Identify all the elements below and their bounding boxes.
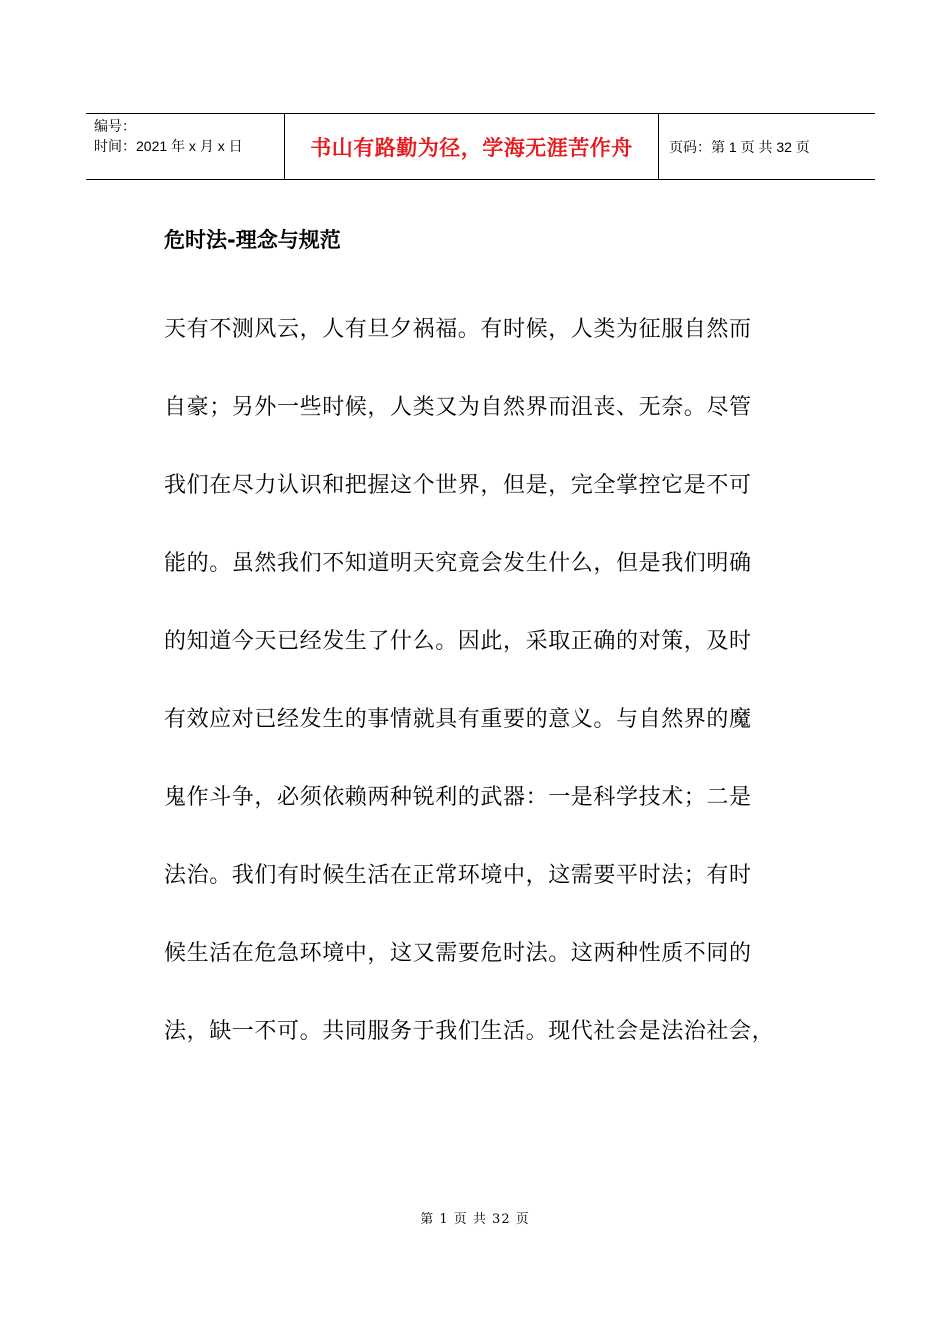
number-label: 编号： bbox=[94, 118, 136, 134]
document-header bbox=[86, 113, 875, 180]
header-meta bbox=[86, 114, 285, 179]
body-line: 法治。我们有时候生活在正常环境中，这需要平时法；有时 bbox=[164, 863, 752, 888]
body-line: 法，缺一不可。共同服务于我们生活。现代社会是法治社会， bbox=[164, 1019, 775, 1044]
document-title: 危时法-理念与规范 bbox=[164, 228, 341, 252]
time-label: 时间：2021 年 x 月 x 日 bbox=[94, 138, 243, 154]
page-footer: 第 1 页 共 32 页 bbox=[420, 1212, 530, 1227]
body-line: 能的。虽然我们不知道明天究竟会发生什么，但是我们明确 bbox=[164, 551, 752, 576]
header-page-info: 页码：第 1 页 共 32 页 bbox=[669, 138, 810, 155]
body-line: 的知道今天已经发生了什么。因此，采取正确的对策，及时 bbox=[164, 629, 752, 654]
document-body bbox=[164, 310, 804, 1090]
header-slogan: 书山有路勤为径，学海无涯苦作舟 bbox=[285, 114, 659, 179]
body-line: 鬼作斗争，必须依赖两种锐利的武器：一是科学技术；二是 bbox=[164, 785, 752, 810]
body-line: 天有不测风云，人有旦夕祸福。有时候，人类为征服自然而 bbox=[164, 317, 752, 342]
body-line: 候生活在危急环境中，这又需要危时法。这两种性质不同的 bbox=[164, 941, 752, 966]
body-line: 我们在尽力认识和把握这个世界，但是，完全掌控它是不可 bbox=[164, 473, 752, 498]
body-line: 自豪；另外一些时候，人类又为自然界而沮丧、无奈。尽管 bbox=[164, 395, 752, 420]
body-line: 有效应对已经发生的事情就具有重要的意义。与自然界的魔 bbox=[164, 707, 752, 732]
